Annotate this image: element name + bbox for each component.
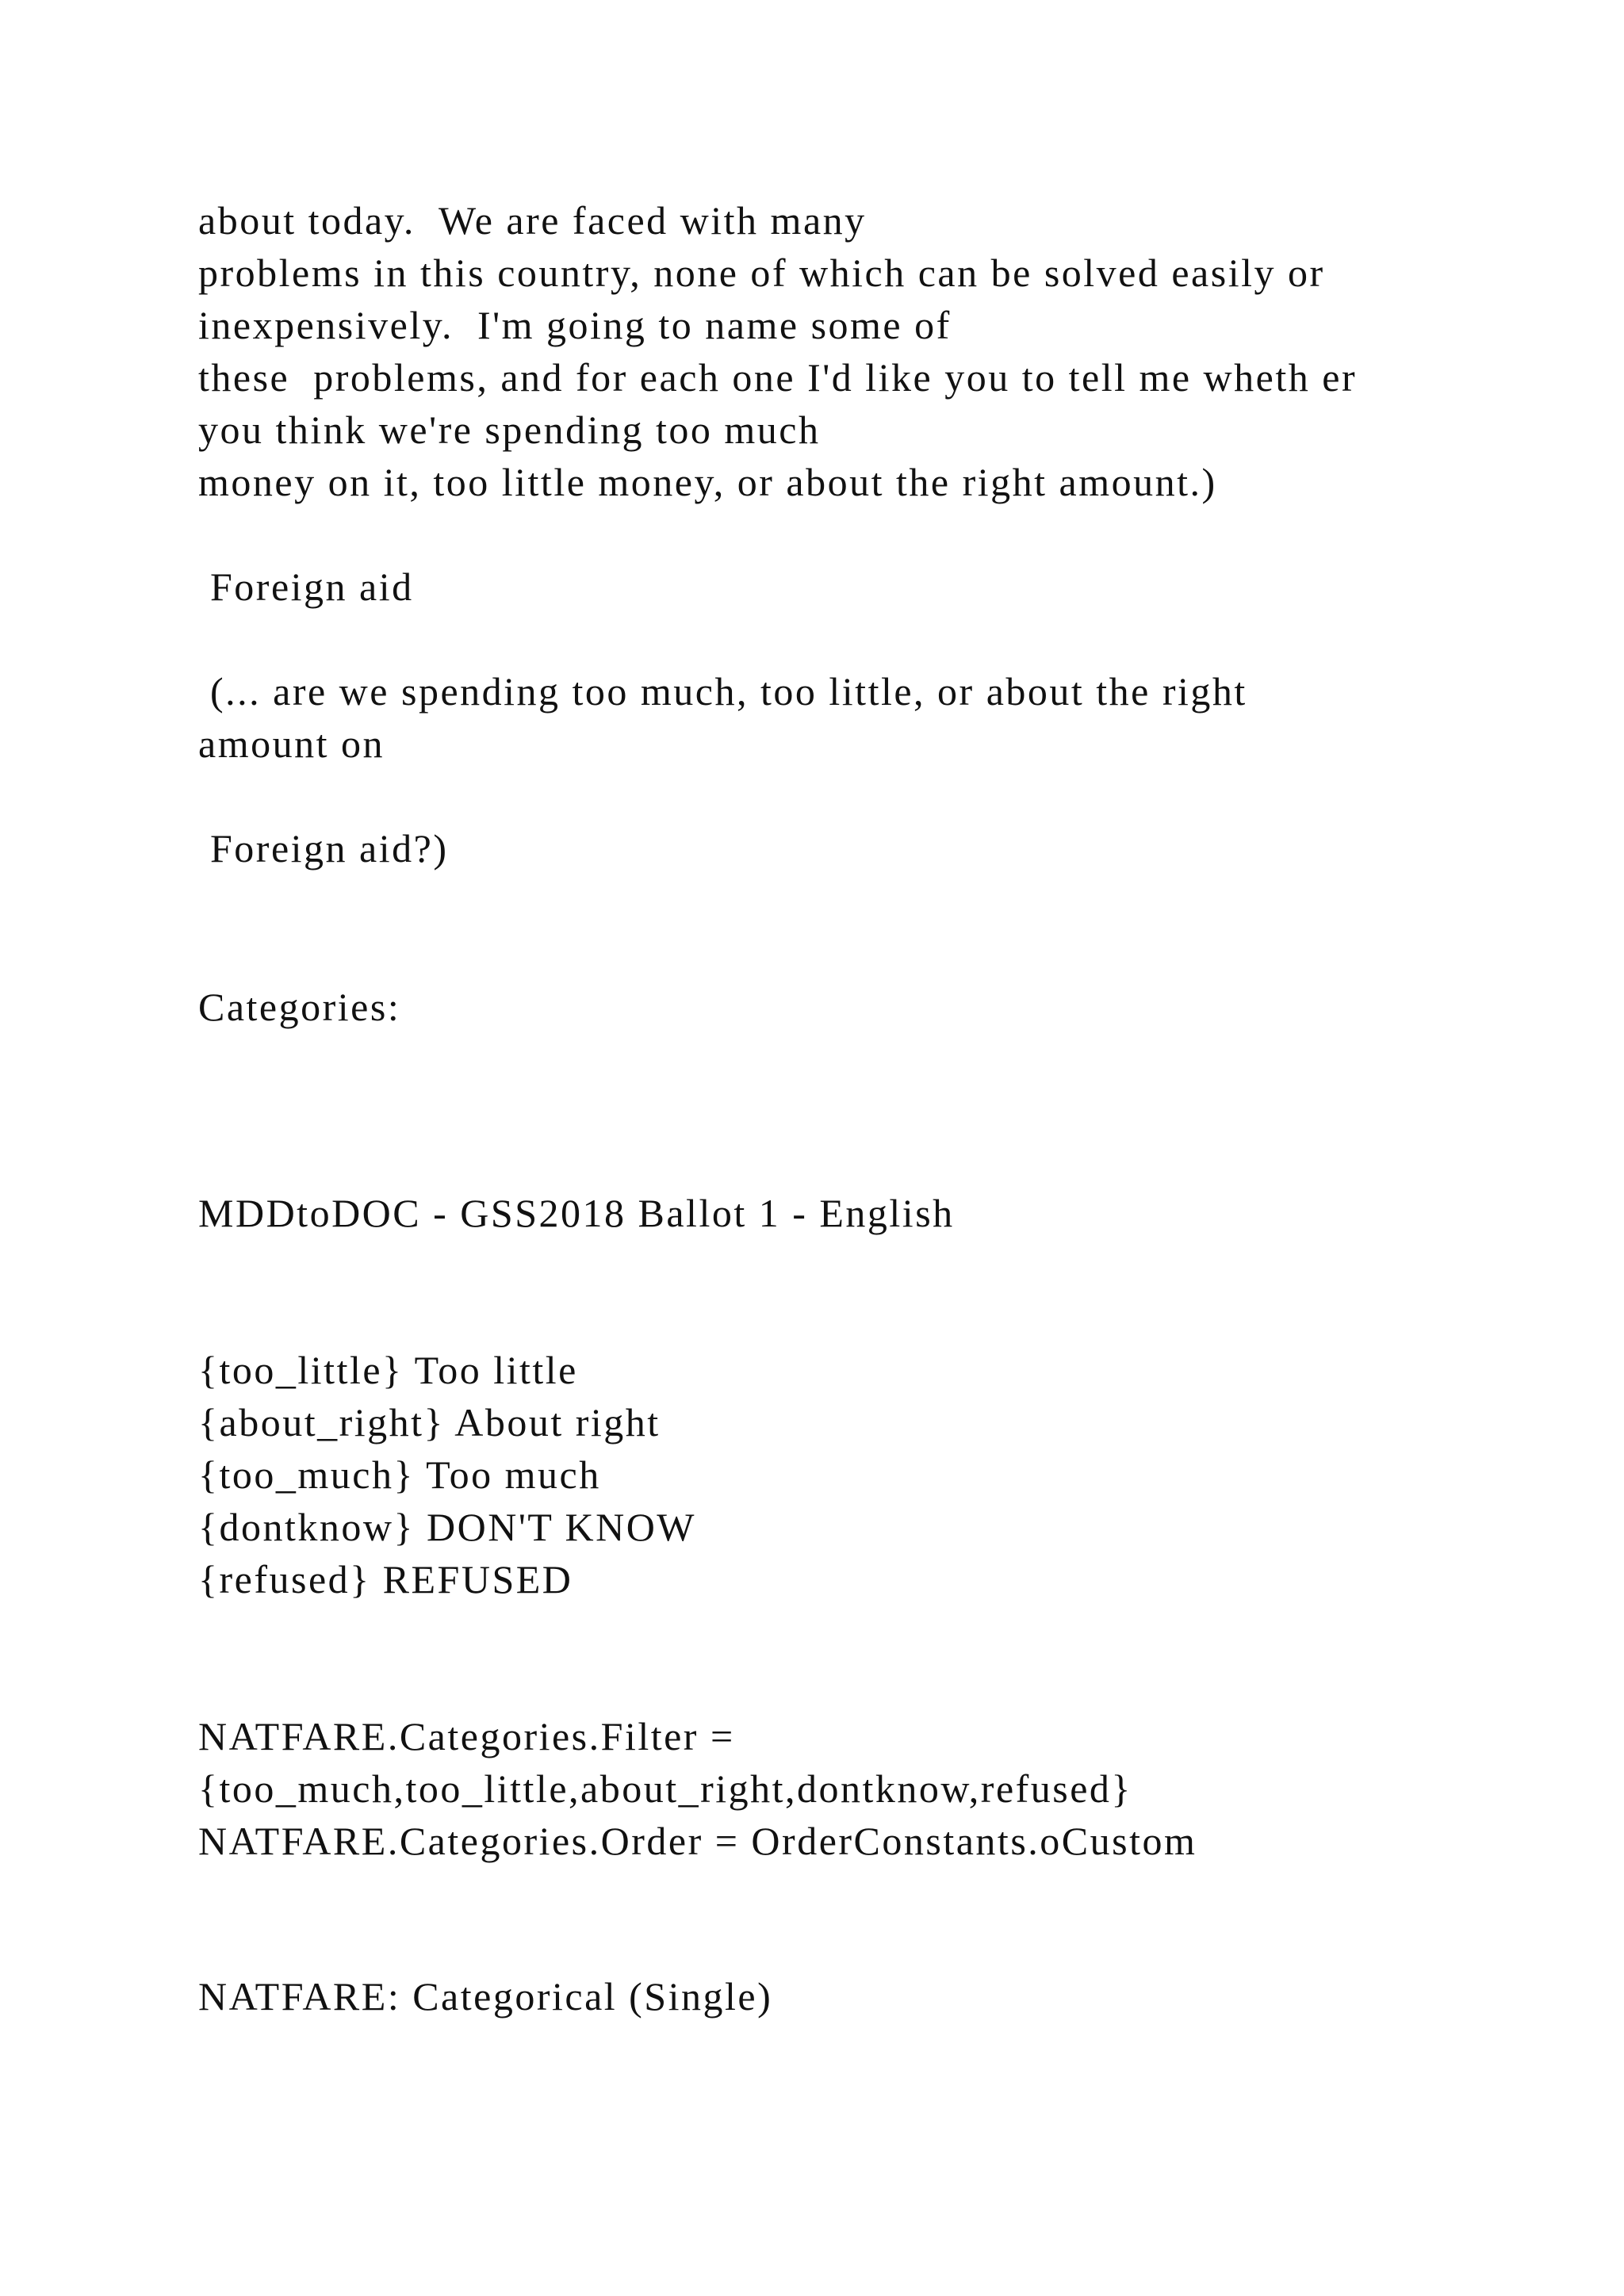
variable-definition: NATFARE: Categorical (Single) bbox=[198, 1974, 773, 2019]
item-label: Foreign aid bbox=[198, 564, 414, 609]
intro-line: money on it, too little money, or about the right amount.) bbox=[198, 460, 1217, 504]
intro-line: about today. We are faced with many bbox=[198, 198, 867, 243]
item-label-question: Foreign aid?) bbox=[198, 826, 449, 871]
intro-line: inexpensively. I'm going to name some of bbox=[198, 303, 952, 347]
category-code: {about_right} About right bbox=[198, 1400, 661, 1445]
category-code: {too_much} Too much bbox=[198, 1452, 601, 1497]
script-line: {too_much,too_little,about_right,dontknow,refused} bbox=[198, 1766, 1132, 1811]
followup-line: (... are we spending too much, too little, or about the right bbox=[198, 669, 1247, 714]
category-code: {too_little} Too little bbox=[198, 1348, 578, 1392]
script-line: NATFARE.Categories.Filter = bbox=[198, 1714, 735, 1758]
followup-line: amount on bbox=[198, 721, 385, 766]
category-code: {dontknow} DON'T KNOW bbox=[198, 1505, 696, 1549]
category-code: {refused} REFUSED bbox=[198, 1557, 573, 1601]
intro-line: problems in this country, none of which can be solved easily or bbox=[198, 251, 1325, 295]
script-line: NATFARE.Categories.Order = OrderConstants.oCustom bbox=[198, 1819, 1197, 1863]
intro-line: you think we're spending too much bbox=[198, 408, 821, 452]
source-line: MDDtoDOC - GSS2018 Ballot 1 - English bbox=[198, 1191, 955, 1235]
intro-line: these problems, and for each one I'd like you to tell me wheth er bbox=[198, 355, 1358, 400]
categories-heading: Categories: bbox=[198, 985, 401, 1029]
